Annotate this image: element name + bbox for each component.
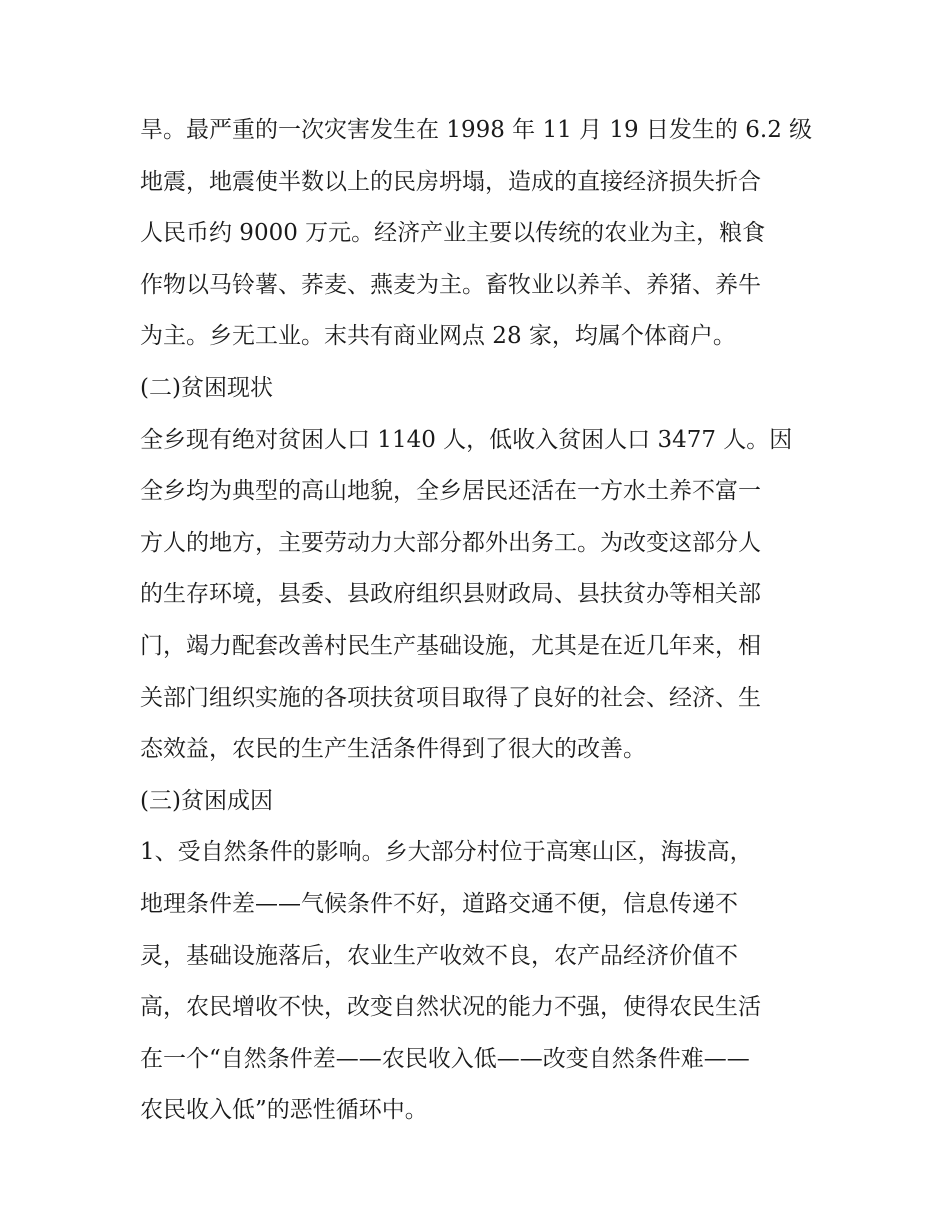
text-line: 旱。最严重的一次灾害发生在 1998 年 11 月 19 日发生的 6.2 级 — [140, 117, 813, 143]
text-line: 灵，基础设施落后，农业生产收效不良，农产品经济价值不 — [140, 942, 738, 969]
text-line: 门，竭力配套改善村民生产基础设施，尤其是在近几年来，相 — [140, 632, 761, 659]
text-line: 为主。乡无工业。末共有商业网点 28 家，均属个体商户。 — [140, 323, 736, 350]
text-line: 地震，地震使半数以上的民房坍塌，造成的直接经济损失折合 — [140, 168, 761, 195]
text-line: 全乡现有绝对贫困人口 1140 人，低收入贫困人口 3477 人。因 — [140, 426, 793, 453]
text-line: 方人的地方，主要劳动力大部分都外出务工。为改变这部分人 — [140, 529, 761, 556]
text-line: 人民币约 9000 万元。经济产业主要以传统的农业为主，粮食 — [140, 220, 766, 247]
document-body — [140, 105, 830, 1137]
section-heading-poverty-status: (二)贫困现状 — [140, 374, 273, 401]
text-line: 在一个“自然条件差——农民收入低——改变自然条件难—— — [140, 1045, 750, 1072]
text-line: 的生存环境，县委、县政府组织县财政局、县扶贫办等相关部 — [140, 581, 761, 608]
text-line: 1、受自然条件的影响。乡大部分村位于高寒山区，海拔高， — [140, 839, 753, 866]
text-line: 关部门组织实施的各项扶贫项目取得了良好的社会、经济、生 — [140, 684, 761, 711]
text-line: 态效益，农民的生产生活条件得到了很大的改善。 — [140, 736, 646, 763]
text-line: 作物以马铃薯、荞麦、燕麦为主。畜牧业以养羊、养猪、养牛 — [140, 271, 761, 298]
text-line: 地理条件差——气候条件不好，道路交通不便，信息传递不 — [140, 890, 738, 917]
text-line: 高，农民增收不快，改变自然状况的能力不强，使得农民生活 — [140, 994, 761, 1021]
section-heading-poverty-causes: (三)贫困成因 — [140, 787, 273, 814]
text-line: 农民收入低”的恶性循环中。 — [140, 1097, 428, 1124]
text-line: 全乡均为典型的高山地貌，全乡居民还活在一方水土养不富一 — [140, 478, 761, 505]
